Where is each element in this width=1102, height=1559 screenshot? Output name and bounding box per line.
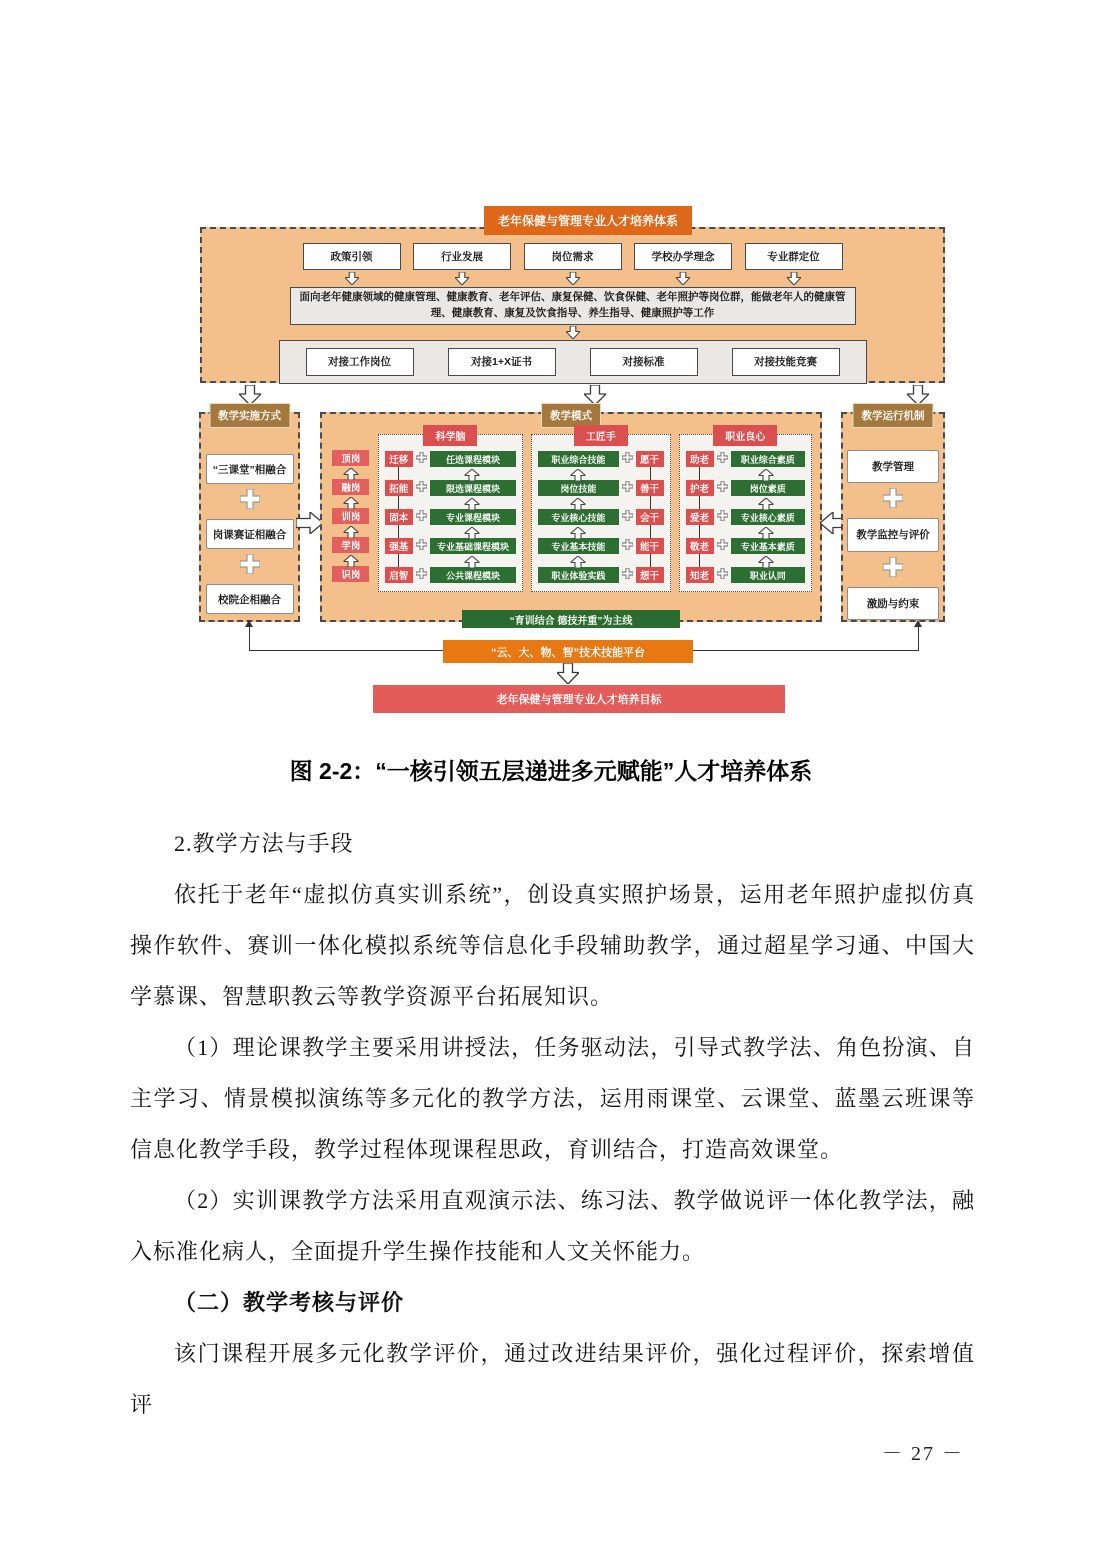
paragraph: 该门课程开展多元化教学评价，通过改进结果评价，强化过程评价，探索增值评 [130,1341,975,1417]
plus-icon [883,557,903,582]
stage-label: 愿干 [636,451,664,467]
mainline-banner: “育训结合 德技并重”为主线 [462,610,680,628]
page-number: － 27 － [882,1443,964,1465]
factor-box: 学校办学理念 [634,243,732,270]
plus-icon [240,489,260,514]
plus-icon [622,508,633,526]
stage-label: 护老 [686,480,714,496]
center-inner [322,414,820,592]
up-connector-arrow [918,627,919,651]
stage-tag: 学岗 [332,537,369,553]
plus-icon [622,566,633,584]
fusion-item: “三课堂”相融合 [206,454,294,484]
up-arrow-icon [570,468,585,486]
teaching-mode-column [320,410,822,627]
factor-arrows [303,272,843,285]
module-box: 专业课程模块 [430,509,516,525]
down-arrow-icon [745,272,843,285]
skill-box: 岗位技能 [538,480,618,496]
down-arrow-icon [413,272,511,285]
factor-row [303,243,843,270]
stage-label: 固本 [385,509,413,525]
docking-box: 对接技能竞赛 [732,348,840,376]
down-arrow-icon [634,272,732,285]
platform-banner: “云、大、物、智”技术技能平台 [443,640,693,663]
figure-caption: 图 2-2：“一核引领五层递进多元赋能”人才培养体系 [289,758,813,784]
teaching-operation-column [841,412,945,622]
up-arrow-icon [343,496,358,514]
stage-tag: 融岗 [332,479,369,495]
plus-icon [717,566,728,584]
up-arrow-icon [343,525,358,543]
panel-header: 工匠手 [574,425,628,446]
mechanism-item: 教学管理 [847,450,939,483]
professional-conscience-panel [679,434,812,592]
factor-box: 政策引领 [303,243,401,270]
stage-label: 爱老 [686,509,714,525]
training-goal-banner: 老年保健与管理专业人才培养目标 [373,685,785,713]
panel-header: 科学脑 [423,425,477,446]
training-system-diagram [196,206,948,714]
stage-label: 善干 [636,480,664,496]
plus-icon [717,537,728,555]
stage-label: 敬老 [686,538,714,554]
position-group-box: 面向老年健康领域的健康管理、健康教育、老年评估、康复保健、饮食保健、老年照护等岗位群，能做老年人的健康管理、健康教育、康复及饮食指导、养生指导、健康照护等工作 [290,287,856,325]
docking-box: 对接工作岗位 [306,348,414,376]
up-arrow-icon [464,526,479,544]
up-arrow-icon [759,555,774,573]
factor-box: 专业群定位 [745,243,843,270]
module-box: 限选课程模块 [430,480,516,496]
paragraph: 依托于老年“虚拟仿真实训系统”，创设真实照护场景，运用老年照护虚拟仿真操作软件、赛训一体化模拟系统等信息化手段辅助教学，通过超星学习通、中国大学慕课、智慧职教云等教学资源平台拓展知识。 [130,882,975,1009]
stage-tag: 识岗 [332,566,369,582]
plus-icon [717,450,728,468]
up-arrow-icon [464,468,479,486]
mechanism-item: 教学监控与评价 [847,518,939,551]
factor-box: 行业发展 [413,243,511,270]
top-container [200,227,945,383]
stage-label: 迁移 [385,451,413,467]
stage-tag: 训岗 [332,508,369,524]
stage-label: 想干 [636,567,664,583]
mechanism-item: 激励与约束 [847,587,939,620]
stage-label: 知老 [686,567,714,583]
plus-icon [622,450,633,468]
left-column-header: 教学实施方式 [209,403,290,428]
stage-label: 拓能 [385,480,413,496]
quality-box: 专业基本素质 [731,538,805,554]
module-box: 公共课程模块 [430,567,516,583]
up-arrow-icon [570,526,585,544]
up-arrow-icon [759,468,774,486]
skill-box: 专业核心技能 [538,509,618,525]
right-arrow-icon [296,512,323,539]
module-box: 专业基础课程模块 [430,538,516,554]
center-column-header: 教学模式 [541,403,601,428]
right-column-header: 教学运行机制 [853,403,934,428]
quality-box: 专业核心素质 [731,509,805,525]
skill-box: 职业综合技能 [538,451,618,467]
plus-icon [622,537,633,555]
craftsman-hand-panel [531,434,670,592]
factor-box: 岗位需求 [524,243,622,270]
plus-icon [416,508,427,526]
plus-icon [883,488,903,513]
docking-box: 对接1+X证书 [448,348,556,376]
quality-box: 岗位素质 [731,480,805,496]
connector-line [250,650,443,651]
teaching-implementation-column [199,412,300,622]
up-arrow-icon [759,526,774,544]
up-arrow-icon [343,467,358,485]
science-brain-panel [378,434,523,592]
post-stage-stack [332,434,370,592]
body-text [130,818,975,1430]
up-arrow-icon [464,497,479,515]
stage-label: 助老 [686,451,714,467]
panel-header: 职业良心 [713,425,777,446]
paragraph: （2）实训课教学方法采用直观演示法、练习法、教学做说评一体化教学法，融入标准化病人，全面提升学生操作技能和人文关怀能力。 [130,1188,975,1264]
up-arrow-icon [759,497,774,515]
down-arrow-icon [524,272,622,285]
plus-icon [416,566,427,584]
fusion-item: 岗课赛证相融合 [206,519,294,549]
paragraph: （1）理论课教学主要采用讲授法，任务驱动法，引导式教学法、角色扮演、自主学习、情景模拟演练等多元化的教学方法，运用雨课堂、云课堂、蓝墨云班课等信息化教学手段，教学过程体现课程思政，育训结合，打造高效课堂。 [130,1035,975,1162]
connector-line [693,650,919,651]
plus-icon [416,479,427,497]
down-arrow-icon [202,326,943,339]
docking-box: 对接标准 [590,348,698,376]
quality-box: 职业认同 [731,567,805,583]
stage-label: 能干 [636,538,664,554]
section-heading: （二）教学考核与评价 [174,1290,405,1315]
up-arrow-icon [570,555,585,573]
plus-icon [717,479,728,497]
plus-icon [240,554,260,579]
plus-icon [416,537,427,555]
stage-label: 启智 [385,567,413,583]
plus-icon [416,450,427,468]
fusion-item: 校院企相融合 [206,584,294,614]
section-heading: 2.教学方法与手段 [174,831,354,856]
stage-label: 会干 [636,509,664,525]
up-arrow-icon [343,554,358,572]
module-box: 任选课程模块 [430,451,516,467]
diagram-title: 老年保健与管理专业人才培养体系 [484,206,692,235]
up-connector-arrow [249,627,250,651]
plus-icon [717,508,728,526]
skill-box: 专业基本技能 [538,538,618,554]
skill-box: 职业体验实践 [538,567,618,583]
down-arrow-icon [303,272,401,285]
plus-icon [622,479,633,497]
quality-box: 职业综合素质 [731,451,805,467]
stage-label: 强基 [385,538,413,554]
up-arrow-icon [464,555,479,573]
docking-container [279,340,867,384]
stage-tag: 顶岗 [332,450,369,466]
up-arrow-icon [570,497,585,515]
